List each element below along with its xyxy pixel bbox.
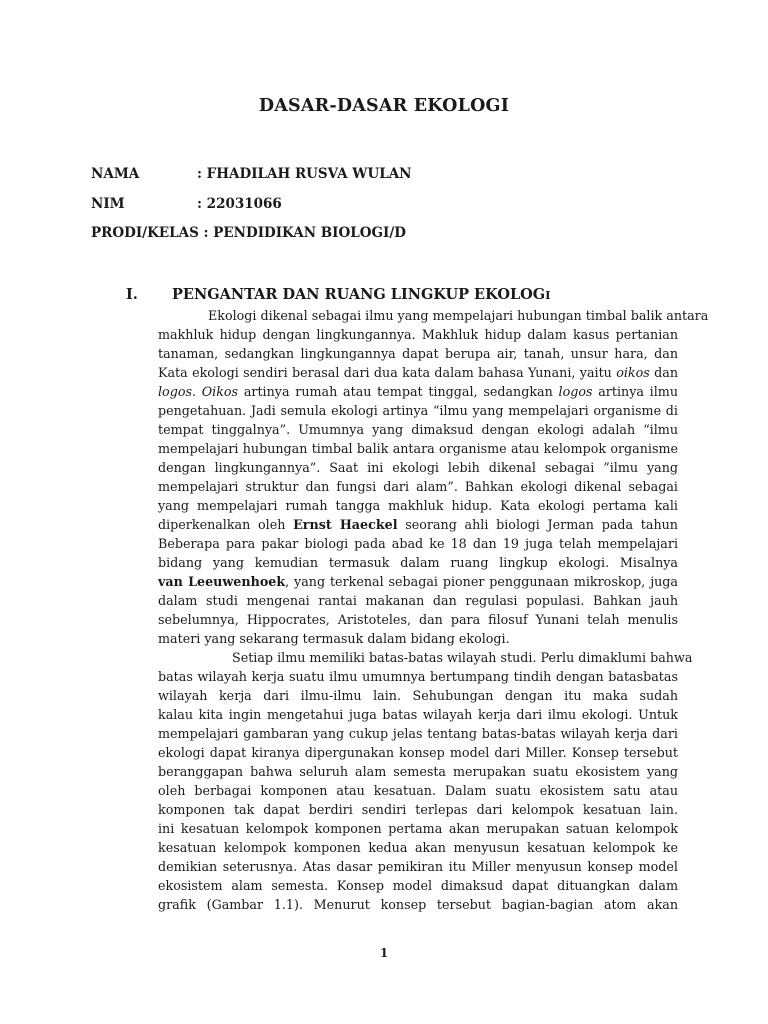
identity-label: NAMA — [91, 166, 140, 182]
identity-row-nama — [91, 166, 412, 182]
section-title-tail: I — [545, 288, 551, 302]
paragraph-line: bidang yang kemudian termasuk dalam ruang lingkup ekologi. Misalnya — [158, 555, 678, 570]
paragraph-line: demikian seterusnya. Atas dasar pemikiran itu Miller menyusun konsep model — [158, 859, 678, 874]
section-body — [158, 306, 709, 914]
paragraph-line: makhluk hidup dengan lingkungannya. Makhluk hidup dalam kasus pertanian — [158, 327, 678, 342]
paragraph-line: beranggapan bahwa seluruh alam semesta merupakan suatu ekosistem yang — [158, 764, 678, 779]
paragraph-line: dalam studi mengenai rantai makanan dan regulasi populasi. Bahkan jauh — [158, 593, 678, 608]
paragraph-line: ekologi dapat kiranya dipergunakan konsep model dari Miller. Konsep tersebut — [158, 745, 678, 760]
section-number: I. — [126, 286, 138, 303]
paragraph-line: mempelajari struktur dan fungsi dari alam”. Bahkan ekologi dikenal sebagai — [158, 479, 678, 494]
paragraph-line: diperkenalkan oleh Ernst Haeckel seorang ahli biologi Jerman pada tahun — [158, 517, 678, 532]
paragraph-line: pengetahuan. Jadi semula ekologi artinya “ilmu yang mempelajari organisme di — [158, 403, 678, 418]
paragraph-line: komponen tak dapat berdiri sendiri terlepas dari kelompok kesatuan lain. — [158, 802, 678, 817]
identity-label: NIM — [91, 196, 125, 212]
paragraph-line: wilayah kerja dari ilmu-ilmu lain. Sehubungan dengan itu maka sudah — [158, 688, 678, 703]
paragraph-line: Beberapa para pakar biologi pada abad ke 18 dan 19 juga telah mempelajari — [158, 536, 678, 551]
paragraph-line: kalau kita ingin mengetahui juga batas wilayah kerja dari ilmu ekologi. Untuk — [158, 707, 678, 722]
paragraph-line: Kata ekologi sendiri berasal dari dua kata dalam bahasa Yunani, yaitu oikos dan — [158, 365, 678, 380]
paragraph-line: Setiap ilmu memiliki batas-batas wilayah studi. Perlu dimaklumi bahwa — [232, 650, 693, 665]
identity-row-prodi — [91, 225, 406, 241]
paragraph-line: ini kesatuan kelompok komponen pertama akan merupakan satuan kelompok — [158, 821, 678, 836]
section-title: PENGANTAR DAN RUANG LINGKUP EKOLOG — [172, 286, 546, 303]
paragraph-line: batas wilayah kerja suatu ilmu umumnya bertumpang tindih dengan batasbatas — [158, 669, 678, 684]
paragraph-line: grafik (Gambar 1.1). Menurut konsep tersebut bagian-bagian atom akan — [158, 897, 678, 912]
paragraph-line: tempat tinggalnya”. Umumnya yang dimaksud dengan ekologi adalah “ilmu — [158, 422, 678, 437]
paragraph-line: materi yang sekarang termasuk dalam bidang ekologi. — [158, 631, 510, 646]
paragraph-line: tanaman, sedangkan lingkungannya dapat berupa air, tanah, unsur hara, dan — [158, 346, 678, 361]
page-number: 1 — [379, 946, 389, 960]
identity-value: : 22031066 — [197, 196, 282, 212]
paragraph-line: mempelajari gambaran yang cukup jelas tentang batas-batas wilayah kerja dari — [158, 726, 678, 741]
paragraph-line: sebelumnya, Hippocrates, Aristoteles, dan para filosuf Yunani telah menulis — [158, 612, 678, 627]
paragraph-line: kesatuan kelompok komponen kedua akan menyusun kesatuan kelompok ke — [158, 840, 678, 855]
paragraph-line: Ekologi dikenal sebagai ilmu yang mempelajari hubungan timbal balik antara — [208, 308, 709, 323]
paragraph-line: dengan lingkungannya”. Saat ini ekologi lebih dikenal sebagai ”ilmu yang — [158, 460, 678, 475]
paragraph-line: oleh berbagai komponen atau kesatuan. Dalam suatu ekosistem satu atau — [158, 783, 678, 798]
paragraph-line: ekosistem alam semesta. Konsep model dimaksud dapat dituangkan dalam — [158, 878, 678, 893]
identity-value: : FHADILAH RUSVA WULAN — [197, 166, 412, 182]
paragraph-line: logos. Oikos artinya rumah atau tempat tinggal, sedangkan logos artinya ilmu — [158, 384, 678, 399]
paragraph-line: yang mempelajari rumah tangga makhluk hidup. Kata ekologi pertama kali — [158, 498, 678, 513]
identity-value: : PENDIDIKAN BIOLOGI/D — [198, 225, 406, 241]
document-title: DASAR-DASAR EKOLOGI — [258, 96, 510, 116]
identity-row-nim — [91, 196, 282, 212]
paragraph-line: van Leeuwenhoek, yang terkenal sebagai pioner penggunaan mikroskop, juga — [158, 574, 678, 589]
identity-label: PRODI/KELAS — [91, 225, 199, 241]
section-heading — [126, 286, 551, 303]
paragraph-line: mempelajari hubungan timbal balik antara organisme atau kelompok organisme — [158, 441, 678, 456]
